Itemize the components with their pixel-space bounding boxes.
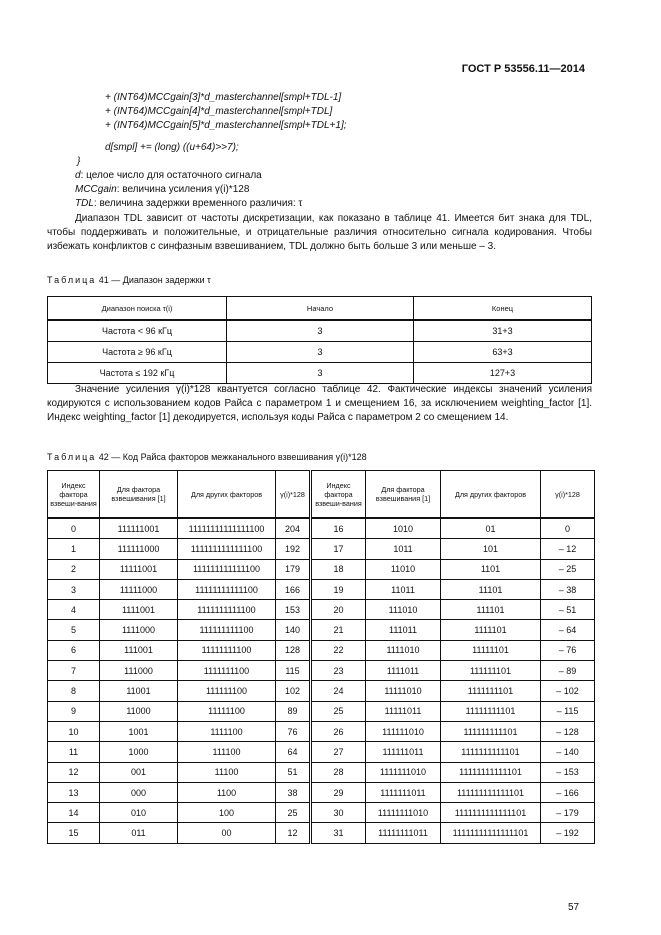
table-cell: 100 (178, 803, 276, 823)
table-cell: 1000 (100, 742, 178, 762)
table-cell: 20 (311, 600, 366, 620)
table-cell: – 166 (541, 782, 595, 802)
table-cell: – 102 (541, 681, 595, 701)
table-cell: 111111111100 (178, 620, 276, 640)
table-row (48, 742, 595, 762)
document-header: ГОСТ Р 53556.11—2014 (461, 63, 585, 75)
table-cell: 179 (276, 559, 311, 579)
table-cell: 102 (276, 681, 311, 701)
delay-range-table (47, 296, 592, 384)
table-cell: 15 (48, 823, 100, 843)
table-row (48, 661, 595, 681)
table-cell: 31 (311, 823, 366, 843)
table-cell: 11111010 (366, 681, 441, 701)
table-row (48, 762, 595, 782)
table-cell: 192 (276, 539, 311, 559)
table-cell: 1111010 (366, 640, 441, 660)
table-cell: 00 (178, 823, 276, 843)
table-cell: 111111111111101 (441, 782, 541, 802)
table-cell: 111111101 (441, 661, 541, 681)
table-row (48, 681, 595, 701)
table-cell: 29 (311, 782, 366, 802)
column-header: γ(i)*128 (541, 471, 595, 519)
table-cell: 11100 (178, 762, 276, 782)
table-row (48, 701, 595, 721)
table-cell: 0 (541, 518, 595, 539)
table-cell: 011 (100, 823, 178, 843)
table-cell: 27 (311, 742, 366, 762)
table-cell: 111101 (441, 600, 541, 620)
table-cell: 11001 (100, 681, 178, 701)
table-cell: 127+3 (414, 363, 592, 384)
code-line: + (INT64)MCCgain[3]*d_masterchannel[smpl+TDL-1] (105, 92, 342, 103)
table-row (48, 640, 595, 660)
table-cell: 89 (276, 701, 311, 721)
table-cell: 10 (48, 721, 100, 741)
table-cell: – 153 (541, 762, 595, 782)
table-cell: 111111000 (100, 539, 178, 559)
table-cell: 111111111101 (441, 721, 541, 741)
table-cell: 1111111100 (178, 661, 276, 681)
table-cell: 19 (311, 579, 366, 599)
table-cell: 111111011 (366, 742, 441, 762)
table-cell: 5 (48, 620, 100, 640)
table-cell: 3 (227, 320, 414, 342)
table-cell: 25 (276, 803, 311, 823)
table-cell: 3 (227, 342, 414, 363)
table-cell: 111111010 (366, 721, 441, 741)
rice-code-table (47, 470, 595, 844)
column-header: Индекс фактора взвеши-вания (311, 471, 366, 519)
code-line: d[smpl] += (long) ((u+64)>>7); (105, 142, 239, 153)
table-row (48, 320, 592, 342)
definition: d: целое число для остаточного сигнала (75, 170, 262, 181)
table-cell: 1111111111111100 (178, 539, 276, 559)
table-cell: 140 (276, 620, 311, 640)
table-row (48, 539, 595, 559)
table-cell: 11111111011 (366, 823, 441, 843)
column-header: Для других факторов (178, 471, 276, 519)
table-cell: 11111011 (366, 701, 441, 721)
table-cell: 11111111111101 (441, 762, 541, 782)
table-cell: 111001 (100, 640, 178, 660)
table-cell: 166 (276, 579, 311, 599)
table-row (48, 782, 595, 802)
table-cell: 11111111101 (441, 701, 541, 721)
table-cell: 11111111010 (366, 803, 441, 823)
table-cell: 11111111111100 (178, 579, 276, 599)
table-cell: 14 (48, 803, 100, 823)
table-cell: 1111000 (100, 620, 178, 640)
definition: TDL: величина задержки временного различия: τ (75, 198, 303, 209)
table-cell: 1 (48, 539, 100, 559)
table-cell: 1111111101 (441, 681, 541, 701)
table-cell: 12 (276, 823, 311, 843)
code-line: } (77, 156, 81, 167)
table-cell: – 51 (541, 600, 595, 620)
table-cell: 001 (100, 762, 178, 782)
table-cell: 11111100 (178, 701, 276, 721)
table-cell: 4 (48, 600, 100, 620)
table-cell: – 89 (541, 661, 595, 681)
table-cell: 28 (311, 762, 366, 782)
table-cell: 11010 (366, 559, 441, 579)
table-cell: 1111111010 (366, 762, 441, 782)
table-row (48, 803, 595, 823)
table-cell: 26 (311, 721, 366, 741)
table-cell: – 76 (541, 640, 595, 660)
table-cell: – 25 (541, 559, 595, 579)
table-cell: 7 (48, 661, 100, 681)
table-cell: 9 (48, 701, 100, 721)
table-cell: 2 (48, 559, 100, 579)
table-row (48, 342, 592, 363)
table-cell: – 115 (541, 701, 595, 721)
column-header: Диапазон поиска τ(i) (48, 297, 227, 321)
table-cell: 1111111011 (366, 782, 441, 802)
table-cell: 17 (311, 539, 366, 559)
table-cell: 11111111111111101 (441, 823, 541, 843)
column-header: Индекс фактора взвеши-вания (48, 471, 100, 519)
table-cell: 010 (100, 803, 178, 823)
table-cell: 111011 (366, 620, 441, 640)
table-cell: 11111000 (100, 579, 178, 599)
table-cell: 16 (311, 518, 366, 539)
table-caption: Таблица 42 — Код Райса факторов межканального взвешивания γ(i)*128 (47, 452, 367, 462)
table-cell: 111111100 (178, 681, 276, 701)
table-cell: 11 (48, 742, 100, 762)
table-cell: – 192 (541, 823, 595, 843)
table-cell: 1100 (178, 782, 276, 802)
table-cell: 111100 (178, 742, 276, 762)
table-row (48, 600, 595, 620)
table-cell: 11101 (441, 579, 541, 599)
table-cell: 24 (311, 681, 366, 701)
table-cell: 1111111111101 (441, 742, 541, 762)
table-cell: 1111101 (441, 620, 541, 640)
table-cell: – 38 (541, 579, 595, 599)
table-cell: 23 (311, 661, 366, 681)
table-cell: 11000 (100, 701, 178, 721)
table-cell: 153 (276, 600, 311, 620)
table-cell: 1111001 (100, 600, 178, 620)
table-cell: 111111001 (100, 518, 178, 539)
table-cell: 12 (48, 762, 100, 782)
table-cell: 111010 (366, 600, 441, 620)
table-cell: 111000 (100, 661, 178, 681)
table-cell: 0 (48, 518, 100, 539)
table-row (48, 363, 592, 384)
table-cell: 22 (311, 640, 366, 660)
table-cell: – 179 (541, 803, 595, 823)
table-cell: 000 (100, 782, 178, 802)
table-cell: 21 (311, 620, 366, 640)
table-cell: 1111100 (178, 721, 276, 741)
table-row (48, 823, 595, 843)
table-cell: 01 (441, 518, 541, 539)
table-cell: 11011 (366, 579, 441, 599)
table-cell: 111111111111100 (178, 559, 276, 579)
table-cell: 1111011 (366, 661, 441, 681)
paragraph: Диапазон TDL зависит от частоты дискретизации, как показано в таблице 41. Имеется бит знака для TDL, чтобы поддерживать и положительные, и отрицательные различия относительно сигнала кодирования. Чтобы избежать конфликтов с синфазным взвешиванием, TDL должно быть больше 3 или меньше – 3. (47, 213, 592, 253)
column-header: Конец (414, 297, 592, 321)
table-cell: Частота ≤ 192 кГц (48, 363, 227, 384)
table-cell: 76 (276, 721, 311, 741)
table-cell: – 64 (541, 620, 595, 640)
table-row (48, 620, 595, 640)
code-line: + (INT64)MCCgain[5]*d_masterchannel[smpl+TDL+1]; (105, 120, 347, 131)
table-cell: 11111001 (100, 559, 178, 579)
table-cell: 51 (276, 762, 311, 782)
table-cell: 64 (276, 742, 311, 762)
table-caption: Таблица 41 — Диапазон задержки τ (47, 275, 211, 285)
table-cell: 204 (276, 518, 311, 539)
column-header: Для других факторов (441, 471, 541, 519)
table-cell: 3 (227, 363, 414, 384)
table-cell: 128 (276, 640, 311, 660)
page-number: 57 (568, 902, 580, 913)
table-cell: 101 (441, 539, 541, 559)
table-cell: – 12 (541, 539, 595, 559)
table-cell: – 140 (541, 742, 595, 762)
definition: MCCgain: величина усиления γ(i)*128 (75, 184, 250, 195)
table-cell: 18 (311, 559, 366, 579)
paragraph: Значение усиления γ(i)*128 квантуется согласно таблице 42. Фактические индексы значений усиления кодируются с использованием кодов Райса с параметром 1 и смещением 16, за исключением weighting_factor [1]. Индекс weighting_factor [1] декодируется, используя коды Райса с параметром 2 со смещением 14. (47, 384, 592, 424)
column-header: γ(i)*128 (276, 471, 311, 519)
table-cell: Частота ≥ 96 кГц (48, 342, 227, 363)
table-row (48, 721, 595, 741)
table-cell: 31+3 (414, 320, 592, 342)
table-cell: 11111111111111100 (178, 518, 276, 539)
table-cell: 1111111111111101 (441, 803, 541, 823)
table-cell: 63+3 (414, 342, 592, 363)
table-cell: 30 (311, 803, 366, 823)
table-cell: 13 (48, 782, 100, 802)
table-cell: 6 (48, 640, 100, 660)
table-cell: 1011 (366, 539, 441, 559)
table-cell: 1001 (100, 721, 178, 741)
table-cell: 8 (48, 681, 100, 701)
column-header: Для фактора взвешивания [1] (100, 471, 178, 519)
table-cell: 25 (311, 701, 366, 721)
table-cell: 1010 (366, 518, 441, 539)
table-cell: Частота < 96 кГц (48, 320, 227, 342)
table-row (48, 518, 595, 539)
table-row (48, 559, 595, 579)
table-cell: – 128 (541, 721, 595, 741)
table-cell: 3 (48, 579, 100, 599)
table-cell: 11111101 (441, 640, 541, 660)
table-cell: 11111111100 (178, 640, 276, 660)
column-header: Для фактора взвешивания [1] (366, 471, 441, 519)
code-line: + (INT64)MCCgain[4]*d_masterchannel[smpl+TDL] (105, 106, 333, 117)
column-header: Начало (227, 297, 414, 321)
table-row (48, 579, 595, 599)
table-cell: 38 (276, 782, 311, 802)
table-cell: 115 (276, 661, 311, 681)
table-cell: 1111111111100 (178, 600, 276, 620)
table-cell: 1101 (441, 559, 541, 579)
